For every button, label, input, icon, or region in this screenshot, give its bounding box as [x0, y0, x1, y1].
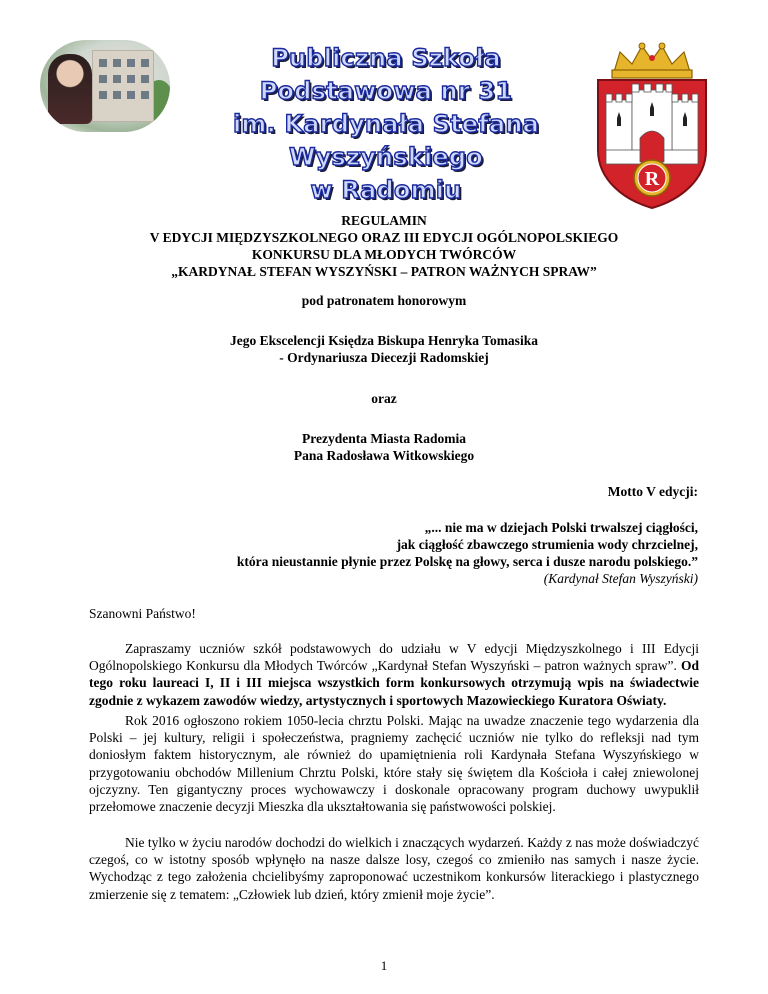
patronage-and: oraz	[371, 391, 397, 406]
patronage-intro: pod patronatem honorowym	[301, 293, 467, 308]
regulation-title	[70, 212, 698, 280]
paragraph-contest-theme	[89, 834, 699, 903]
invitation-bold-text: Od tego roku laureaci I, II i III miejsca wszystkich form konkursowych otrzymują wpis na świadectwie zgodnie z wykazem zawodów wiedzy, artystycznych i sportowych Mazowieckiego Kuratora Oświaty.	[89, 658, 699, 708]
bishop-line-2: - Ordynariusza Diecezji Radomskiej	[279, 350, 489, 365]
theme-text: Nie tylko w życiu narodów dochodzi do wielkich i znaczących wydarzeń. Każdy z nas może doświadczyć czegoś, co w istotny sposób wpłynęło na nasze dalsze losy, czegoś co zmieniło nas samych i nasze życie. Wychodząc z tego założenia chcielibyśmy zaproponować uczestnikom konkursów literackiego i plastycznego zmierzenie się z tematem: „Człowiek lub dzień, który zmienił moje życie”.	[89, 835, 699, 902]
cardinal-portrait-shape	[48, 54, 92, 124]
title-line-3: KONKURSU DLA MŁODYCH TWÓRCÓW	[251, 247, 517, 262]
motto-quote	[237, 519, 698, 570]
title-line-2: V EDYCJI MIĘDZYSZKOLNEGO ORAZ III EDYCJI OGÓLNOPOLSKIEGO	[149, 230, 619, 245]
school-name	[196, 42, 576, 207]
motto-line-2: jak ciągłość zbawczego strumienia wody chrzcielnej,	[396, 537, 698, 552]
crown-icon	[612, 43, 692, 78]
page-number: 1	[380, 958, 388, 973]
greeting: Szanowni Państwo!	[89, 606, 196, 621]
motto-label: Motto V edycji:	[607, 484, 698, 499]
school-building-shape	[92, 50, 154, 122]
r-medallion-icon	[634, 160, 670, 196]
motto-line-1: „... nie ma w dziejach Polski trwalszej ciągłości,	[424, 520, 698, 535]
mayor-line-2: Pana Radosława Witkowskiego	[293, 448, 475, 463]
title-line-4: „KARDYNAŁ STEFAN WYSZYŃSKI – PATRON WAŻNYCH SPRAW”	[171, 264, 597, 279]
bishop-line-1: Jego Ekscelencji Księdza Biskupa Henryka Tomasika	[230, 333, 538, 348]
patron-bishop	[70, 332, 698, 366]
baptism-text: Rok 2016 ogłoszono rokiem 1050-lecia chrztu Polski. Mając na uwadze znaczenie tego wydarzenia dla Polski – jej kultury, religii i społeczeństwa, pragniemy zachęcić uczniów nie tylko do refleksji nad tym doniosłym faktem historycznym, ale również do upamiętnienia roli Kardynała Stefana Wyszyńskiego w przygotowaniu obchodów Millenium Chrztu Polski, które stały się świętem dla Kościoła i całej zniewolonej ojczyzny. Ten gigantyczny proces wychowawczy i doskonale opracowany program duchowy uwypuklił przełomowe znaczenie decyzji Mieszka dla ukształtowania się państwowości polskiej.	[89, 713, 699, 815]
school-name-line-1: Publiczna Szkoła Podstawowa nr 31	[259, 44, 513, 105]
invitation-text: Zapraszamy uczniów szkół podstawowych do udziału w V edycji Międzyszkolnego i III Edycji Ogólnopolskiego Konkursu dla Młodych Twórców „Kardynał Stefan Wyszyński – patron ważnych spraw”.	[89, 641, 699, 674]
school-photo	[40, 40, 170, 132]
paragraph-baptism-anniversary	[89, 712, 699, 815]
title-line-1: REGULAMIN	[341, 213, 427, 228]
crest-letter: R	[644, 168, 660, 190]
motto-author: (Kardynał Stefan Wyszyński)	[543, 571, 698, 586]
motto-line-3: która nieustannie płynie przez Polskę na głowy, serca i dusze narodu polskiego.”	[236, 554, 698, 569]
school-name-line-3: w Radomiu	[310, 176, 462, 204]
school-name-line-2: im. Kardynała Stefana Wyszyńskiego	[232, 110, 540, 171]
radom-coat-of-arms	[584, 38, 720, 210]
paragraph-invitation	[89, 640, 699, 709]
patron-mayor	[70, 430, 698, 464]
mayor-line-1: Prezydenta Miasta Radomia	[302, 431, 466, 446]
